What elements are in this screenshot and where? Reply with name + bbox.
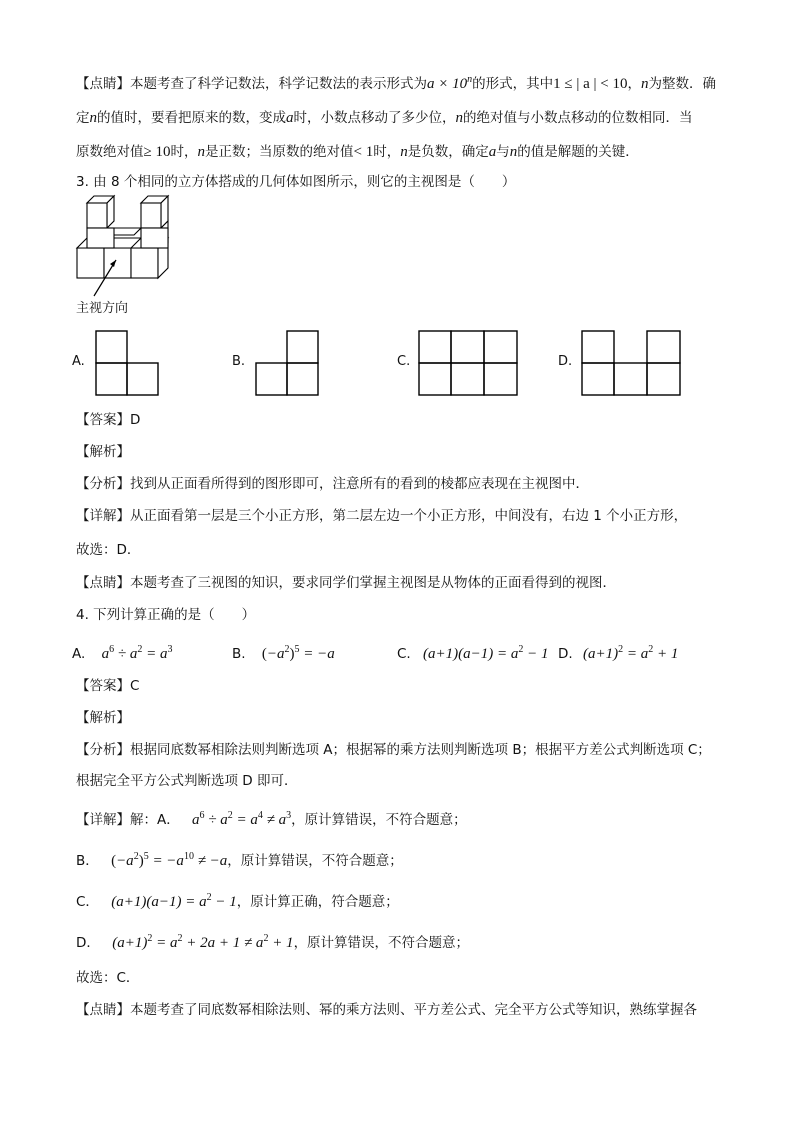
prev-comment-line-1: 【点睛】本题考查了科学记数法，科学记数法的表示形式为$a \times 10^n$的形式，其中1 ≤ | a | < 10，n为整数．确 [76, 74, 716, 92]
q3-answer: 【答案】D [76, 412, 141, 428]
view-direction-label: 主视方向 [76, 301, 129, 316]
q4-option-c: C. $(a+1)(a-1) = a^2 - 1$ [397, 644, 549, 662]
q3-option-a-figure [95, 330, 159, 396]
q4-comment: 【点睛】本题考查了同底数幂相除法则、幂的乘方法则、平方差公式、完全平方公式等知识，熟练掌握各 [76, 1002, 697, 1018]
q3-comment: 【点睛】本题考查了三视图的知识，要求同学们掌握主视图是从物体的正面看得到的视图． [76, 575, 616, 591]
q3-analysis: 【分析】找到从正面看所得到的图形即可，注意所有的看到的棱都应表现在主视图中． [76, 476, 589, 492]
q3-jiexi: 【解析】 [76, 444, 130, 460]
q4-answer: 【答案】C [76, 678, 140, 694]
q4-detail-b: B． $(-a^2)^5 = -a^{10} \ne -a$，原计算错误，不符合题意； [76, 851, 403, 869]
cube-stack [77, 196, 168, 278]
q3-option-c-figure [418, 330, 518, 396]
q4-option-a: A. $a^6 \div a^2 = a^3$ [72, 644, 173, 662]
q4-option-b: B. $(-a^2)^5 = -a$ [232, 644, 335, 662]
q3-option-c-label: C. [397, 354, 411, 369]
q4-choose: 故选：C． [76, 970, 140, 986]
q4-option-d: D. $(a+1)^2 = a^2 + 1$ [558, 644, 679, 662]
q4-detail-a: 【详解】解：A． $a^6 \div a^2 = a^4 \ne a^3$，原计算错误，不符合题意； [76, 810, 467, 828]
q3-option-d-label: D. [558, 354, 573, 369]
q4-stem: 4. 下列计算正确的是（ ） [76, 607, 256, 623]
prev-comment-line-3: 原数绝对值≥ 10时，n是正数；当原数的绝对值< 1时，n是负数，确定a与n的值是解题的关键． [76, 144, 639, 160]
q3-stem: 3. 由 8 个相同的立方体搭成的几何体如图所示，则它的主视图是（ ） [76, 174, 516, 190]
q3-option-a-label: A. [72, 354, 85, 369]
q4-jiexi: 【解析】 [76, 710, 130, 726]
tag-dianjing: 【点睛】 [76, 76, 130, 92]
q3-detail: 【详解】从正面看第一层是三个小正方形，第二层左边一个小正方形，中间没有，右边 1 个小正方形， [76, 508, 688, 524]
prev-comment-line-2: 定n的值时，要看把原来的数，变成a时，小数点移动了多少位，n的绝对值与小数点移动的位数相同．当 [76, 110, 693, 126]
q3-option-b-figure [255, 330, 319, 396]
q3-option-d-figure [581, 330, 681, 396]
q4-analysis-1: 【分析】根据同底数幂相除法则判断选项 A；根据幂的乘方法则判断选项 B；根据平方差公式判断选项 C； [76, 742, 711, 758]
q4-analysis-2: 根据完全平方公式判断选项 D 即可． [76, 773, 298, 789]
sci-notation: $a \times 10^n$ [427, 74, 473, 92]
q4-detail-c: C． $(a+1)(a-1) = a^2 - 1$，原计算正确，符合题意； [76, 892, 399, 910]
q3-option-b-label: B. [232, 354, 246, 369]
q3-choose: 故选：D． [76, 542, 141, 558]
cube-figure [74, 200, 184, 300]
q4-detail-d: D． $(a+1)^2 = a^2 + 2a + 1 \ne a^2 + 1$，原计算错误，不符合题意； [76, 933, 470, 951]
